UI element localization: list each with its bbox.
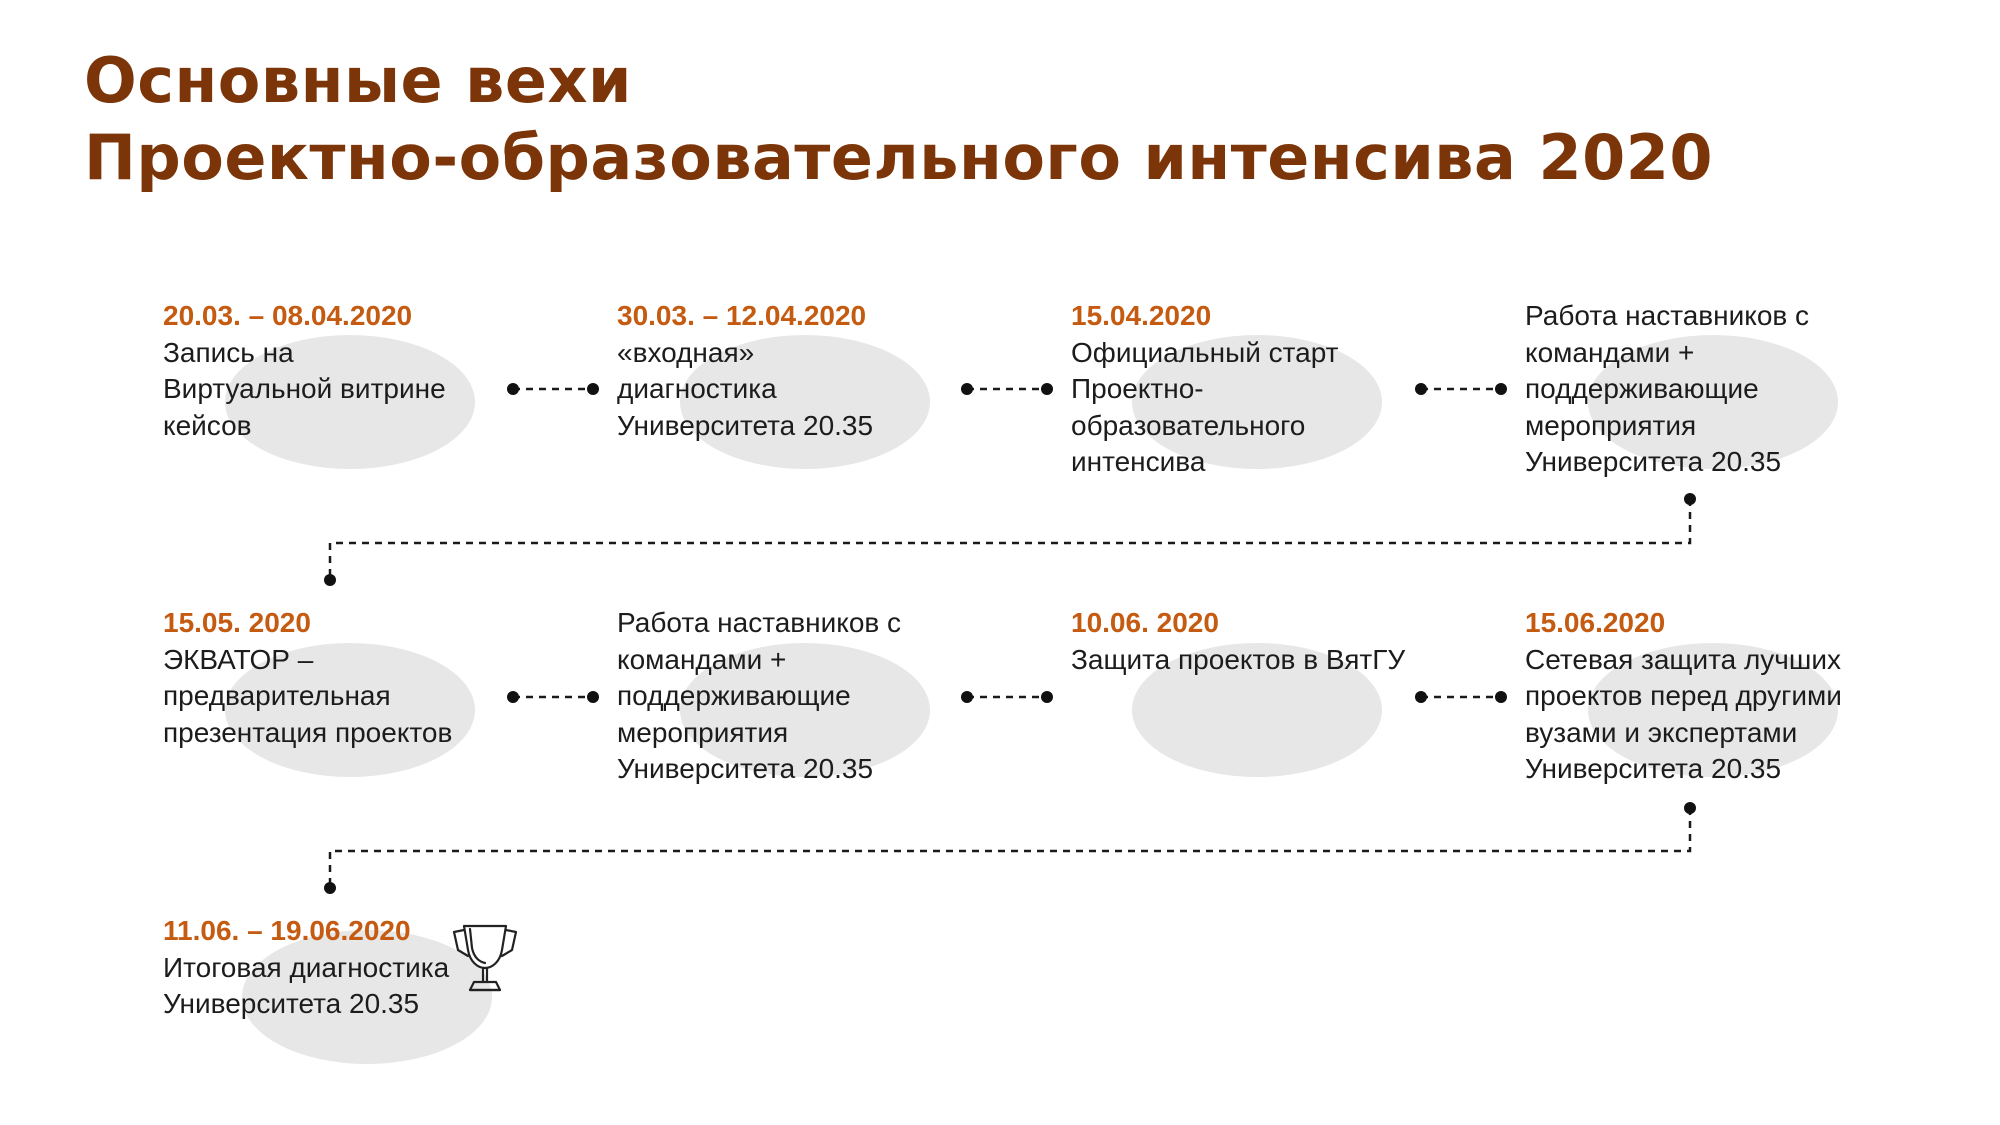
milestone-1 <box>163 298 553 444</box>
connector-dot <box>1684 802 1696 814</box>
connector-4-5 <box>330 499 1690 580</box>
milestone-text: Запись на Виртуальной витрине кейсов <box>163 336 446 441</box>
milestone-date: 15.06.2020 <box>1525 607 1666 638</box>
milestone-5 <box>163 605 553 751</box>
milestone-text: Итоговая диагностика Университета 20.35 <box>163 951 450 1019</box>
connector-8-9 <box>330 808 1690 888</box>
milestone-date: 30.03. – 12.04.2020 <box>617 300 867 331</box>
milestone-text: «входная» диагностика Университета 20.35 <box>617 336 874 441</box>
connector-dot <box>1415 691 1427 703</box>
milestone-date: 20.03. – 08.04.2020 <box>163 300 413 331</box>
milestone-date: 15.05. 2020 <box>163 607 311 638</box>
milestone-4 <box>1525 298 1915 481</box>
title-line-1: Основные вехи <box>84 44 632 117</box>
milestone-text: Защита проектов в ВятГУ <box>1071 643 1406 675</box>
milestone-7 <box>1071 605 1461 678</box>
milestone-text: Официальный старт Проектно-образовательного интенсива <box>1071 336 1339 477</box>
milestone-text: Работа наставников с командами + поддерживающие мероприятия Университета 20.35 <box>1525 300 1810 477</box>
milestone-text: Сетевая защита лучших проектов перед другими вузами и экспертами Университета 20.35 <box>1525 643 1842 784</box>
title-line-2: Проектно-образовательного интенсива 2020 <box>84 121 1714 194</box>
connector-dot <box>587 691 599 703</box>
milestone-date: 10.06. 2020 <box>1071 607 1219 638</box>
milestone-8 <box>1525 605 1915 788</box>
milestone-6 <box>617 605 1007 788</box>
connector-dot <box>324 882 336 894</box>
milestone-2 <box>617 298 1007 444</box>
milestone-3 <box>1071 298 1461 481</box>
milestone-text: ЭКВАТОР – предварительная презентация проектов <box>163 643 453 748</box>
connector-dot <box>1495 691 1507 703</box>
milestone-date: 15.04.2020 <box>1071 300 1212 331</box>
connector-dot <box>1495 383 1507 395</box>
connector-dot <box>1041 691 1053 703</box>
connector-dot <box>587 383 599 395</box>
connector-dot <box>1041 383 1053 395</box>
milestone-date: 11.06. – 19.06.2020 <box>163 915 411 946</box>
trophy-icon <box>450 920 520 1002</box>
connector-dot <box>324 574 336 586</box>
connector-dot <box>1684 493 1696 505</box>
milestone-text: Работа наставников с командами + поддерживающие мероприятия Университета 20.35 <box>617 607 902 784</box>
